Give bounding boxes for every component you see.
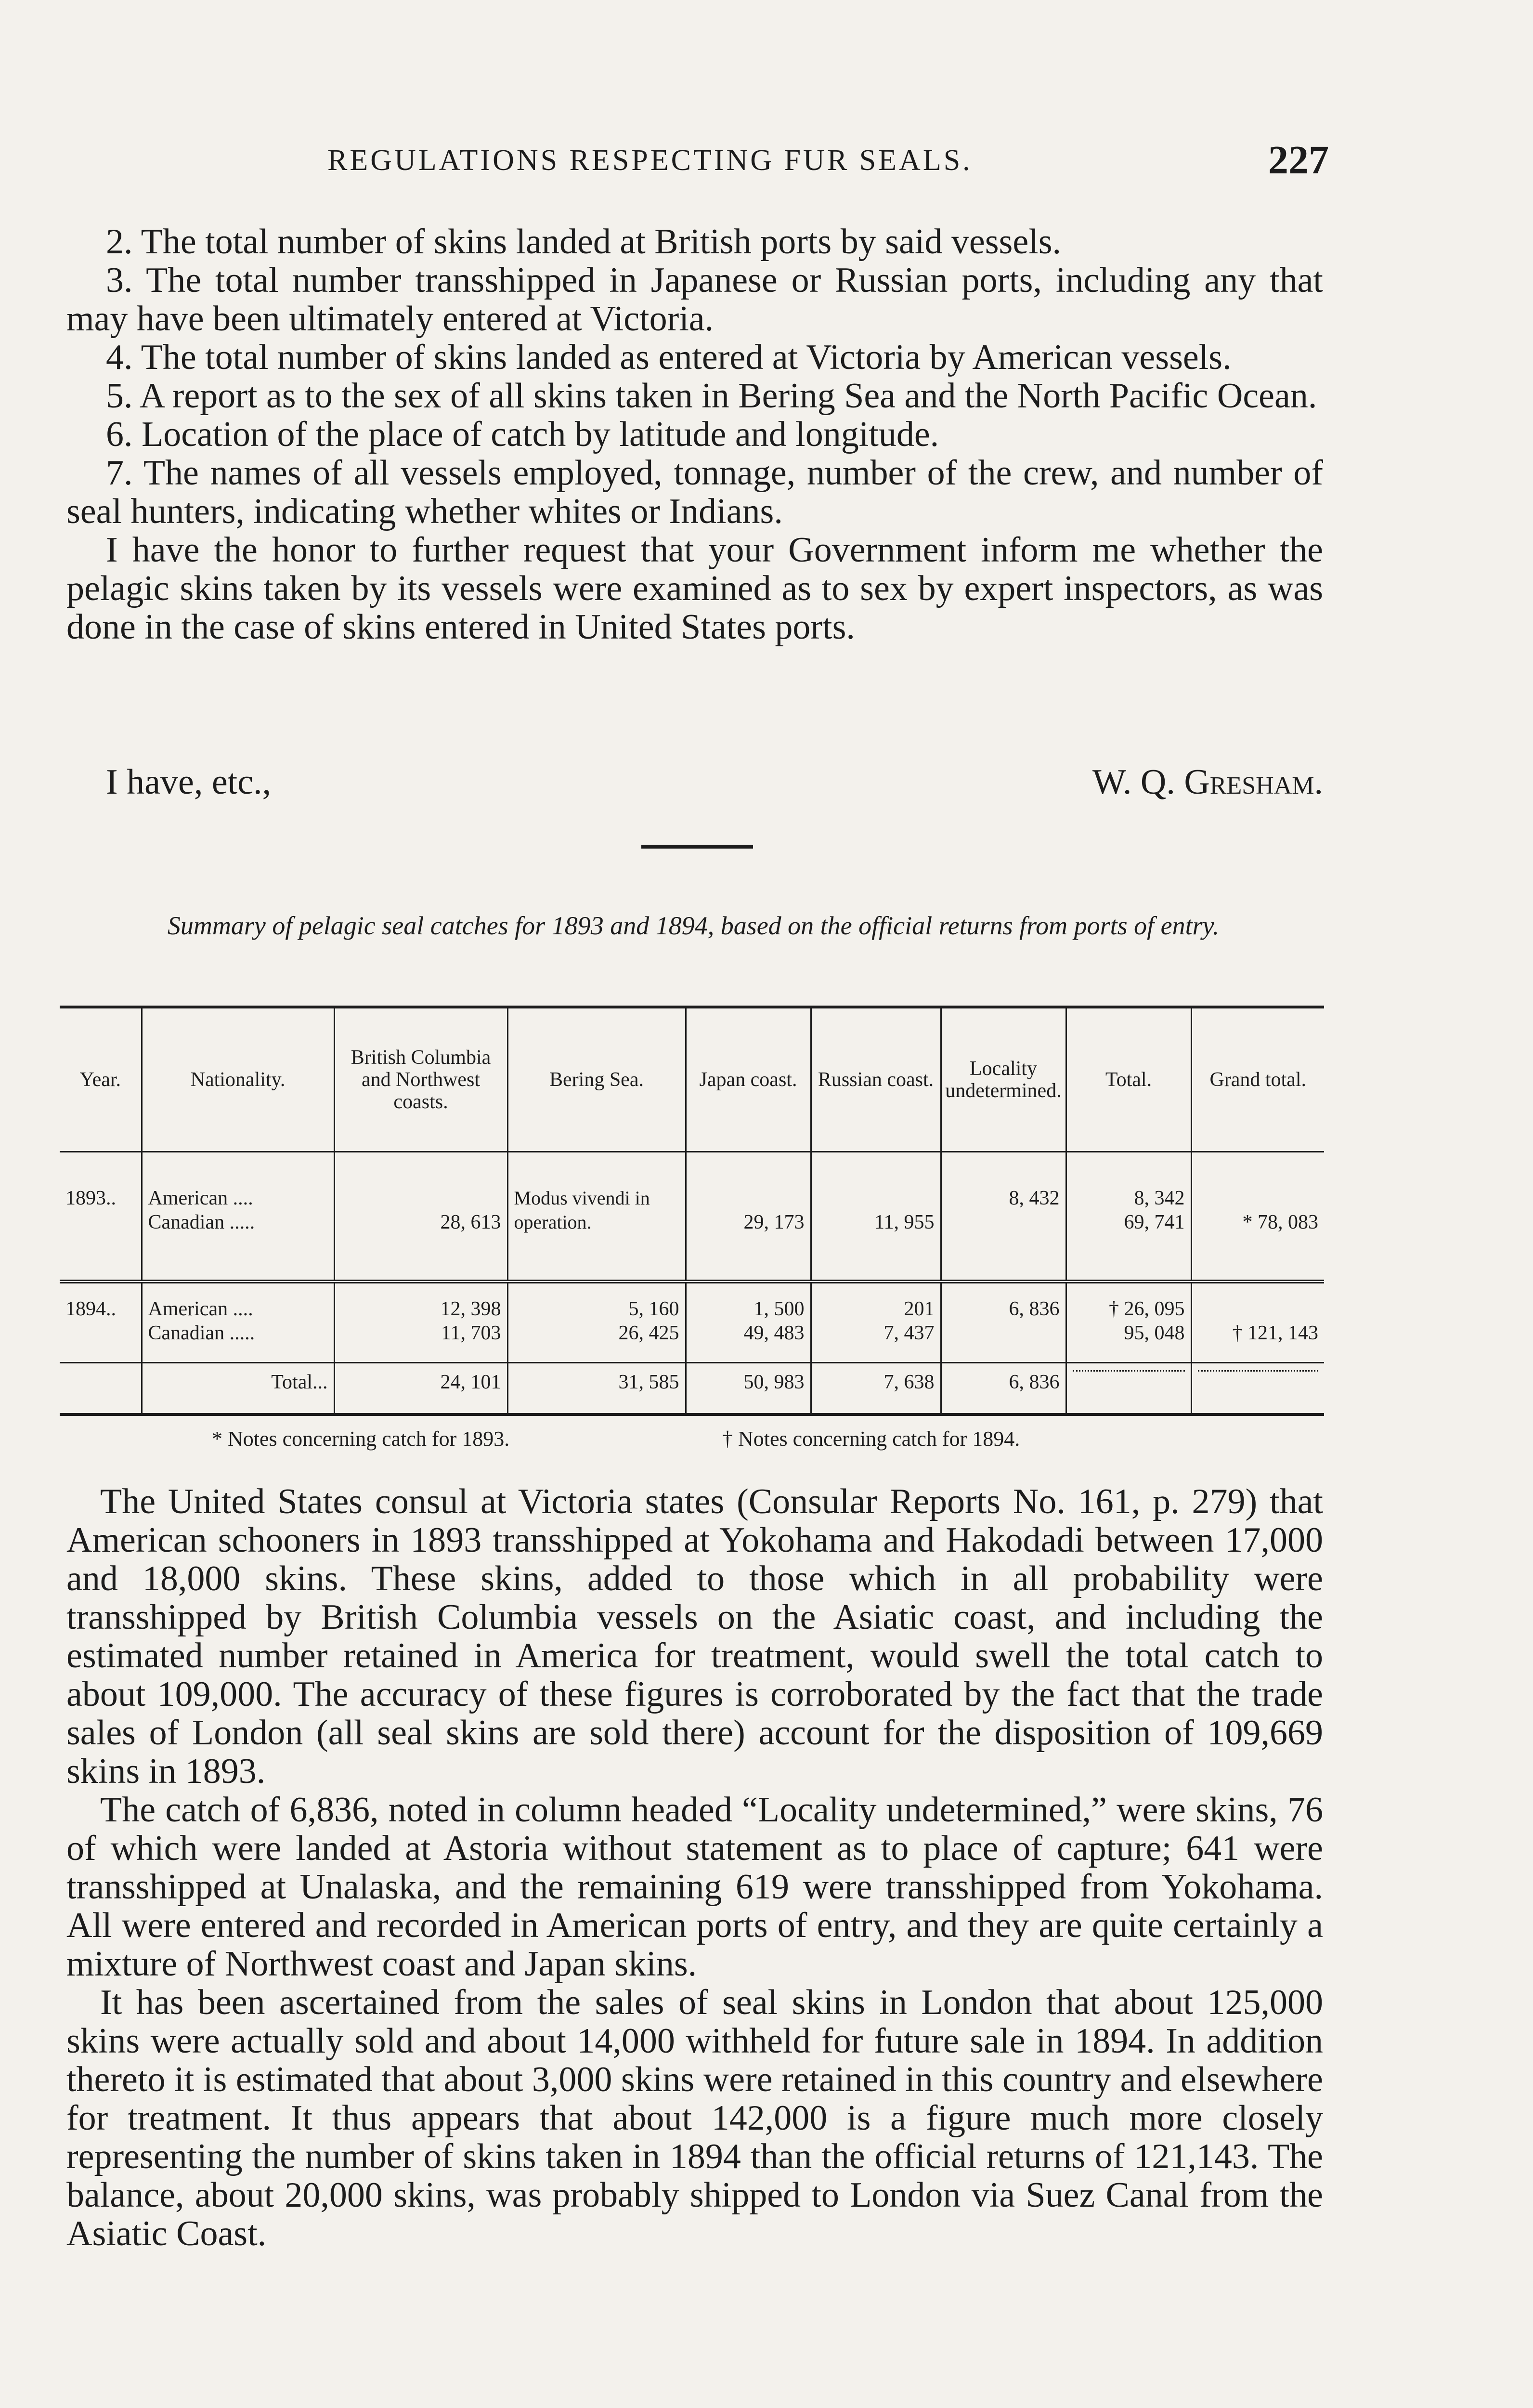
col-header-british: British Columbia and Northwest coasts.	[334, 1008, 507, 1152]
cell-total-label: Total...	[142, 1362, 334, 1413]
cell-bering: Modus vivendi in operation.	[507, 1152, 686, 1282]
table-row-1894	[60, 1282, 1324, 1362]
col-header-year: Year.	[60, 1008, 142, 1152]
cell-british: 28, 613	[334, 1152, 507, 1282]
dotted-leader	[1198, 1370, 1319, 1372]
cell-russian: 11, 955	[811, 1152, 941, 1282]
cell-total: † 26, 095 95, 048	[1066, 1282, 1191, 1362]
body-text	[66, 1482, 1323, 2253]
cell-grand: † 121, 143	[1191, 1282, 1324, 1362]
col-header-total: Total.	[1066, 1008, 1191, 1152]
cell-japan: 50, 983	[686, 1362, 811, 1413]
cell-locality: 6, 836	[941, 1282, 1066, 1362]
cell-japan: 29, 173	[686, 1152, 811, 1282]
table-caption: Summary of pelagic seal catches for 1893 and 1894, based on the official returns from ports of entry.	[167, 911, 1220, 940]
col-header-locality: Locality undetermined.	[941, 1008, 1066, 1152]
list-item: 6. Location of the place of catch by latitude and longitude.	[106, 415, 939, 454]
signature: W. Q. Gresham.	[1092, 762, 1323, 802]
summary-table	[60, 1008, 1324, 1413]
cell-year: 1894..	[60, 1282, 142, 1362]
dotted-leader	[1073, 1370, 1185, 1372]
body-paragraph: The catch of 6,836, noted in column headed “Locality undetermined,” were skins, 76 of which were landed at Astoria without statement as to place of capture; 641 were transshipped at Unalaska, and the remaining 619 were transshipped from Yokohama. All were entered and recorded in American ports of entry, and they are quite certainly a mixture of Northwest coast and Japan skins.	[66, 1790, 1323, 1984]
cell-bering: 5, 160 26, 425	[507, 1282, 686, 1362]
table-row-1893	[60, 1152, 1324, 1282]
page-header	[327, 138, 1334, 184]
body-paragraph: The United States consul at Victoria states (Consular Reports No. 161, p. 279) that American schooners in 1893 transshipped at Yokohama and Hakodadi between 17,000 and 18,000 skins. These skins, added to those which in all probability were transshipped by British Columbia vessels on the Asiatic coast, and including the estimated number retained in America for treatment, would swell the total catch to about 109,000. The accuracy of these figures is corroborated by the fact that the trade sales of London (all seal skins are sold there) account for the disposition of 109,669 skins in 1893.	[66, 1482, 1323, 1791]
table-note-1894: † Notes concerning catch for 1894.	[722, 1427, 1020, 1451]
col-header-nationality: Nationality.	[142, 1008, 334, 1152]
col-header-japan: Japan coast.	[686, 1008, 811, 1152]
cell-nationality: American .... Canadian .....	[142, 1152, 334, 1282]
list-item: 3. The total number transshipped in Japanese or Russian ports, including any that may have been ultimately entered at Victoria.	[66, 261, 1323, 339]
running-head: REGULATIONS RESPECTING FUR SEALS.	[327, 144, 973, 177]
cell-bering: 31, 585	[507, 1362, 686, 1413]
cell-year: 1893..	[65, 1187, 116, 1210]
cell-grand	[1191, 1362, 1324, 1413]
cell-russian: 7, 638	[811, 1362, 941, 1413]
table-header-row	[60, 1008, 1324, 1152]
salutation: I have, etc.,	[106, 762, 272, 802]
cell-grand: * 78, 083	[1191, 1152, 1324, 1282]
cell-russian: 201 7, 437	[811, 1282, 941, 1362]
cell-british: 12, 398 11, 703	[334, 1282, 507, 1362]
cell-nationality: American .... Canadian .....	[142, 1282, 334, 1362]
cell-total: 8, 342 69, 741	[1066, 1152, 1191, 1282]
list-item: 4. The total number of skins landed as entered at Victoria by American vessels.	[106, 338, 1232, 377]
cell-total	[1066, 1362, 1191, 1413]
list-item: 7. The names of all vessels employed, tonnage, number of the crew, and number of seal hunters, indicating whether whites or Indians.	[66, 453, 1323, 531]
col-header-grand: Grand total.	[1191, 1008, 1324, 1152]
seal-catch-table	[60, 1006, 1324, 1416]
cell-locality: 6, 836	[941, 1362, 1066, 1413]
cell-japan: 1, 500 49, 483	[686, 1282, 811, 1362]
request-paragraph: I have the honor to further request that your Government inform me whether the pelagic skins taken by its vessels were examined as to sex by expert inspectors, as was done in the case of skins entered in United States ports.	[66, 530, 1323, 647]
body-paragraph: It has been ascertained from the sales of seal skins in London that about 125,000 skins were actually sold and about 14,000 withheld for future sale in 1894. In addition thereto it is estimated that about 3,000 skins were retained in this country and elsewhere for treatment. It thus appears that about 142,000 is a figure much more closely representing the number of skins taken in 1894 than the official returns of 121,143. The balance, about 20,000 skins, was probably shipped to London via Suez Canal from the Asiatic Coast.	[66, 1983, 1323, 2253]
table-note-1893: * Notes concerning catch for 1893.	[212, 1427, 510, 1451]
list-item: 2. The total number of skins landed at British ports by said vessels.	[106, 222, 1062, 262]
letter-closing	[66, 762, 1323, 802]
cell-locality: 8, 432	[941, 1152, 1066, 1282]
request-list	[66, 222, 1323, 646]
list-item: 5. A report as to the sex of all skins taken in Bering Sea and the North Pacific Ocean.	[106, 376, 1317, 416]
cell-british: 24, 101	[334, 1362, 507, 1413]
section-divider	[641, 845, 753, 849]
table-row-total	[60, 1362, 1324, 1413]
col-header-bering: Bering Sea.	[507, 1008, 686, 1152]
page-number: 227	[1268, 138, 1329, 183]
cell-year	[60, 1362, 142, 1413]
col-header-russian: Russian coast.	[811, 1008, 941, 1152]
